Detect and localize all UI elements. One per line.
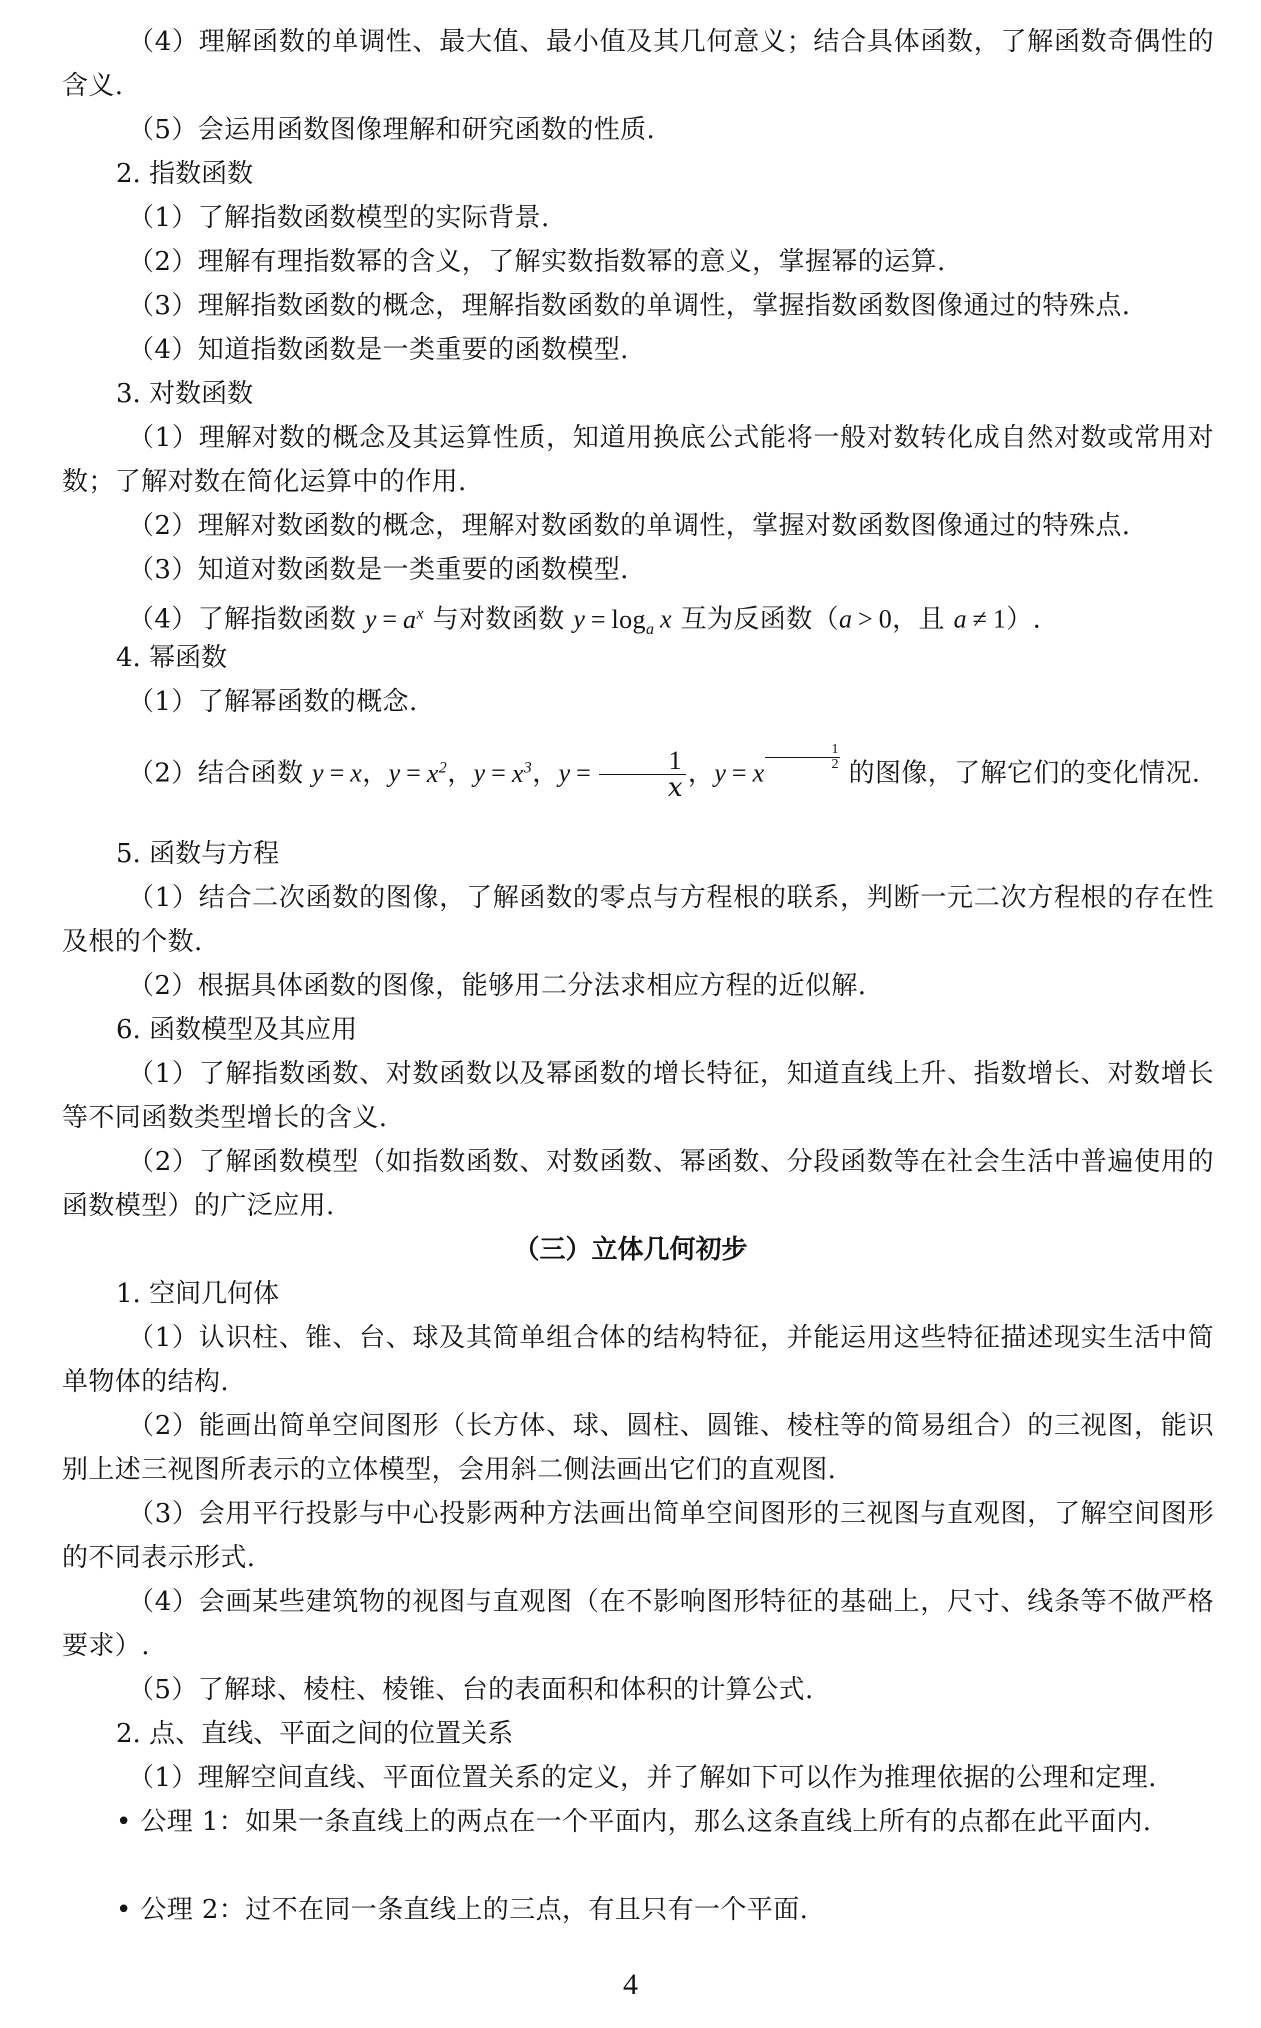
paragraph: （4）理解函数的单调性、最大值、最小值及其几何意义；结合具体函数，了解函数奇偶性的含义. [62, 27, 1214, 101]
text: （2）结合函数 [128, 758, 313, 789]
subheading: 2. 指数函数 [116, 159, 254, 189]
subheading: 3. 对数函数 [116, 379, 254, 409]
paragraph: （3）理解指数函数的概念，理解指数函数的单调性，掌握指数函数图像通过的特殊点. [128, 291, 1131, 321]
text: 互为反函数（ [671, 604, 840, 635]
paragraph: （1）结合二次函数的图像，了解函数的零点与方程根的联系，判断一元二次方程根的存在性及根的个数. [62, 883, 1214, 957]
paragraph: （2）能画出简单空间图形（长方体、球、圆柱、圆锥、棱柱等的简易组合）的三视图，能识别上述三视图所表示的立体模型，会用斜二侧法画出它们的直观图. [62, 1411, 1214, 1485]
formula-y-x3: y [473, 758, 486, 788]
paragraph-inverse-functions: （4）了解指数函数 $y = a^x$ 与对数函数 $y = \log_a x$ 互为反函数（a > 0，且 a ≠ 1）. [128, 604, 1042, 638]
condition-a-positive: a [839, 604, 853, 634]
formula-y-reciprocal: y [558, 758, 571, 788]
condition-a-not-one: a [953, 604, 967, 634]
section-title: （三）立体几何初步 [513, 1235, 748, 1265]
subheading: 5. 函数与方程 [116, 839, 280, 869]
subheading: 1. 空间几何体 [116, 1279, 280, 1309]
formula-y-x2: y [388, 758, 401, 788]
paragraph: （3）会用平行投影与中心投影两种方法画出简单空间图形的三视图与直观图，了解空间图形的不同表示形式. [62, 1499, 1214, 1573]
paragraph: （2）根据具体函数的图像，能够用二分法求相应方程的近似解. [128, 971, 867, 1001]
page-number: 4 [623, 1968, 638, 2001]
paragraph: （1）认识柱、锥、台、球及其简单组合体的结构特征，并能运用这些特征描述现实生活中简单物体的结构. [62, 1323, 1214, 1397]
text: 与对数函数 [423, 604, 574, 635]
paragraph: （1）了解指数函数模型的实际背景. [128, 203, 550, 233]
subheading: 2. 点、直线、平面之间的位置关系 [116, 1719, 514, 1749]
paragraph: （2）理解对数函数的概念，理解对数函数的单调性，掌握对数函数图像通过的特殊点. [128, 511, 1131, 541]
formula-exponential: y [364, 604, 377, 634]
paragraph: （1）理解空间直线、平面位置关系的定义，并了解如下可以作为推理依据的公理和定理. [128, 1763, 1157, 1793]
paragraph: （5）会运用函数图像理解和研究函数的性质. [128, 115, 656, 145]
paragraph: （1）了解指数函数、对数函数以及幂函数的增长特征，知道直线上升、指数增长、对数增长等不同函数类型增长的含义. [62, 1059, 1214, 1133]
formula-y-sqrt: y [714, 758, 727, 788]
formula-logarithm: y [573, 604, 586, 634]
paragraph: （4）知道指数函数是一类重要的函数模型. [128, 335, 629, 365]
text: ，且 [892, 604, 954, 635]
axiom-1: • 公理 1：如果一条直线上的两点在一个平面内，那么这条直线上所有的点都在此平面内. [116, 1807, 1152, 1837]
formula-y-x: y [312, 758, 324, 788]
paragraph: （5）了解球、棱柱、棱锥、台的表面积和体积的计算公式. [128, 1675, 814, 1705]
text: ）. [1006, 604, 1042, 635]
paragraph: （1）理解对数的概念及其运算性质，知道用换底公式能将一般对数转化成自然对数或常用对数；了解对数在简化运算中的作用. [62, 423, 1214, 497]
paragraph: （3）知道对数函数是一类重要的函数模型. [128, 555, 629, 585]
text: 的图像，了解它们的变化情况. [839, 758, 1201, 789]
paragraph: （1）了解幂函数的概念. [128, 687, 418, 717]
text: （4）了解指数函数 [128, 604, 365, 635]
subheading: 4. 幂函数 [116, 643, 228, 673]
paragraph-power-functions: （2）结合函数 y = x，$y = x^2$，$y = x^3$，y = $\frac{1}{x}$ ，y = x $\frac{1}{2}$ 的图像，了解它们的变化情况. [128, 741, 1201, 804]
axiom-2: • 公理 2：过不在同一条直线上的三点，有且只有一个平面. [116, 1895, 809, 1925]
paragraph: （2）了解函数模型（如指数函数、对数函数、幂函数、分段函数等在社会生活中普遍使用的函数模型）的广泛应用. [62, 1147, 1214, 1221]
paragraph: （4）会画某些建筑物的视图与直观图（在不影响图形特征的基础上，尺寸、线条等不做严格要求）. [62, 1587, 1214, 1661]
paragraph: （2）理解有理指数幂的含义，了解实数指数幂的意义，掌握幂的运算. [128, 247, 946, 277]
subheading: 6. 函数模型及其应用 [116, 1015, 358, 1045]
